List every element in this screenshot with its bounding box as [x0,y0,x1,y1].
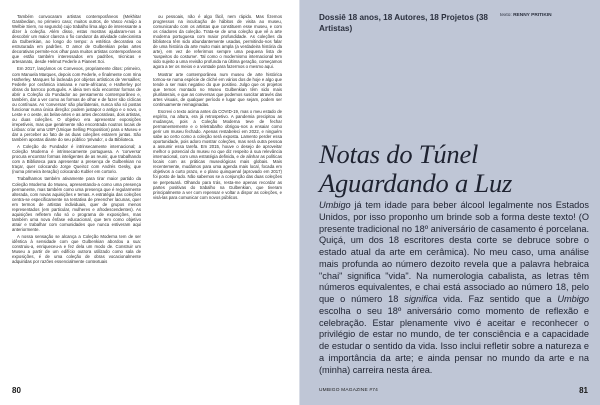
column-paragraph: A nossa sensação se alcança a Coleção Moderna tem de ser idêntica à sensidade com que Gulbenkian abordou a sua: construiu-a, enriqueceu-a e fez dela um modo de. Construir um Museu a partir de um edifício outrora utilizado como sala de exposições, é de uma coleção de obras vocacionalmente adquiridas por razões essencialmente contextuais [12,233,141,265]
author-credit [500,13,590,18]
credit-author: RENNY PRITIKIN [513,13,552,18]
magazine-name: Umbigo [557,294,589,304]
page-number-right: 81 [579,386,588,395]
column-paragraph: Escrevi o texto acima antes da COVID-19, mas o meu estado de espírito, na altura, era já retrospetivo. A pandemia precipitou as mudanças, pois a Coleção Moderna teve de fechar permanentemente e o teletrabalho obrigou-nos a ensaiar como gerir um museu fechado. Apenas restabeleci em 2022, e ninguém sabe ao certo como a coleção será exposta. Lamento perder essa oportunidade, pois adoro mostrar coleções, mas será outra pessoa a assumir essa tarefa. Em 2015, houve o desejo de aproveitar melhor o potencial do museu no que diz respeito à sua relevância internacional, com uma estratégia definida, e de alinhar as políticas locais com as práticas museológicas mais globais. Mais recentemente, mudámos para uma agenda mais local, focada em objetivos a curto prazo, e o plano quinquenal (aprovado em 2017) foi posto de lado. Não sabemos se a conjunção das duas coleções se perpetuará. Olhando para trás, resta-me apenas recordar as partes positivas do trabalho na Gulbenkian, que tiveram principalmente a ver com repensar e voltar a dispor as coleções, e visá-las para comunicar com novos públicos. [153,108,282,200]
column-paragraph: Mostrar arte contemporânea num museu de arte histórica tornou-se numa espécie de cliché em vários dos de hoje e algo que tende a ser mais negativo do que positivo. Julgo que os projetos que temos montado no Museu Gulbenkian têm sido mais plurilaterais, e que as conversas que podemos suscitar através das artes visuais, de qualquer período e lugar que sejam, podem ser continuamente reimaginadas. [153,71,282,107]
body-text: escolha o seu 18º aniversário como momento de reflexão e celebração. Estar plenamente vivo é aceitar e reconhecer o privilégio de estar no mundo, de ter consciência e a capacidade de estudar o sentido da vida. Isso inclui refletir sobre a natureza e a importância da arte; e ainda pensar no mundo da arte e na (minha) carreira nesta área. [319,305,589,375]
page-number-left: 80 [12,386,21,395]
emphasis-word: significa [404,294,438,304]
body-text: já tem idade para beber álcool legalmente nos Estados Unidos, por isso proponho um brinde sob a forma deste texto! (O presente tradicional no 18º aniversário de casamento é porcelana. Quiçá, um dos 18 escritores desta corte se debruce sobre o estado atual da arte em cerâmica). No meu caso, uma análise mais profunda ao número dezoito revela que a palavra hebraica "chai" significa "vida". Na numerologia cabalista, as letras têm números equivalentes, e chai está associado ao número 18, pelo que o número 18 [319,200,589,304]
left-page-column-2 [153,14,282,382]
body-text: vida. Faz sentido que a [437,294,558,304]
column-paragraph: Em 2017, lançámos os Convexos, propriamente ditos: primeiro, com Manuela Marques, depois com Federle, e finalmente com Irina Hatherley. Marques foi lacleada por objetos artísticos de Versailles; Federle por cerâmica iraniana e norte-africana; e Hatherley por obras do barroco português. A ideia tem sido encontrar formas de abrir a Coleção do Fundador ao pensamento contemporâneo e, também, dar a ver como as formas de olhar e de fazer são cíclicas ou contínuas. As 'conversas' são plurilaterais, nunca são só postas funcionar numa única direção: podem justapor o antigo e o novo, o Leste e o oeste, as belas-artes e as artes decorativas, dois artistas, ou duas coleções. O objetivo era apresentar exposições irrepetíveis, mas que geralmente não encontrada noutros locais de Lisboa: criar uma USP (Unique Selling Proposition) para o Museu e dar a perceber ao fato de as duas coleções estarem juntas. São também apostas diante do seu público 'privado', o da Biblioteca. [12,66,141,143]
column-paragraph: Também convocaram artistas contemporâneos (Mekhitar Garabedian, no primeiro caso; muitos outros, de Vasco Araújo a Welbie Siem, no segundo) cujo trabalho lima algo de interessante a dizer à coleção. Além disso, estas mostras ajudaram-nos a descobrir um maior clareza o fio condutor da atividade colecionista da Gulbenkian, ao longo do tempo: a estética decorativa ou estruturada em padrões. O amor de Gulbenkian pelas artes decorativas permite-nos olhar para muitos artistas contemporâneos que estão também interessados em padrões, técnicas e artesanato, desde Helmut Federle a Pianeet Soi. [12,14,141,65]
column-paragraph: A Coleção do Fundador é intrinsecamente internacional; a Coleção Moderna é intrinsecamente portuguesa. A 'conversa' procura encontrar formas inteligentes de as reunir, que trabalhando com a Biblioteca para apresentar a presença de Gulbenkian no traçar, quer colocando Jorge Queiroz com Andrés Gesky, que (numa primeira iteração) colocando Kubler em cortorio. [12,144,141,175]
credit-label: texto: [500,13,512,18]
left-page-column-1 [12,14,141,382]
article-body [319,200,589,380]
column-paragraph: Trabalhamos também ativamente para tirar maior partido da Coleção Moderna do Museu, apresentando-a como uma presença permanente, mas também como uma presença que é regularmente alterada, com novas aquisições e temas. A estratégia das coleções centra-se especificamente na tentativa de preencher lacunas, quer em termos de artistas individuais, quer de grupos menos representados (em particular, mulheres e afrodescendentes). As aquisições refletem não só o programa de exposições, mas também uma nova ênfase educacional, que tem como objetivo atrair e trabalhar com comunidades que nunca estiveram aqui anteriormente. [12,176,141,232]
section-kicker: Dossiê 18 anos, 18 Autores, 18 Projetos (38 Artistas) [319,13,488,33]
magazine-footer: UMBIGO MAGAZINE #74 [319,388,378,393]
magazine-name: Umbigo [319,200,351,210]
column-paragraph: ou pessoais, não é algo fácil, nem rápido. Mas fizemos progressos na inculcação de hábitos de visita ao museu, comunicando com os artistas que constituem esse museu, e com os criadores da coleção. Trata-se de uma coleção que vê a arte moderna portuguesa com maior profundidade. As coleções da biblioteca têm sido abundantemente usadas, permitindo-nos falar de uma história da arte muito mais ampla (a verdadeira história da arte), em vez de referirmos sempre uma pequena lista de 'suspeitos do costume'. Tal como o modernismo internacional tem sido sujeito a uma revisão profunda na última geração, começamos agora a ter os meios e a vontade para fazermos o mesmo aqui. [153,14,282,70]
article-headline: Notas do Túnel Aguardando a Luz [319,139,513,198]
